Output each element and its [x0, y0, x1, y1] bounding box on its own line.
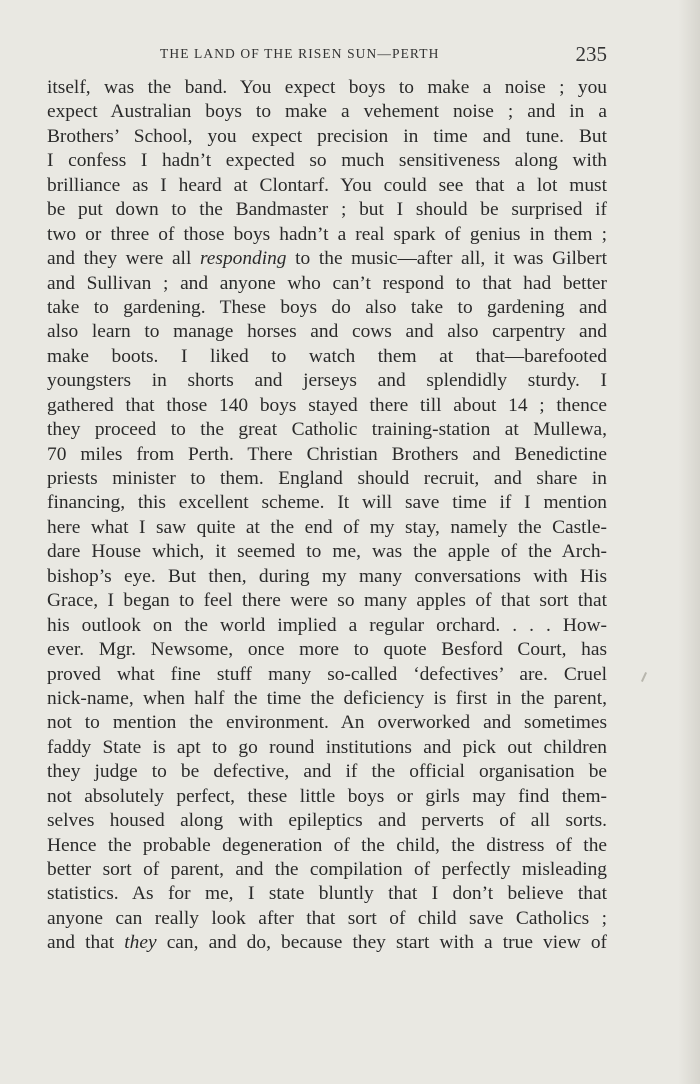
running-title: THE LAND OF THE RISEN SUN—PERTH: [160, 46, 440, 61]
text-line: make boots. I liked to watch them at that—barefooted: [47, 345, 607, 367]
text-line: priests minister to them. England should recruit, and share in: [47, 468, 607, 489]
running-head: [47, 44, 607, 68]
text-line: two or three of those boys hadn’t a real spark of genius in them ;: [47, 223, 607, 245]
text-line: itself, was the band. You expect boys to make a noise ; you: [47, 77, 607, 98]
text-line: also learn to manage horses and cows and also carpentry and: [47, 321, 607, 343]
text-line: proved what fine stuff many so-called ‘defectives’ are. Cruel: [47, 663, 607, 685]
text-span: to the music—after all, it was Gilbert: [286, 248, 608, 270]
text-line: nick-name, when half the time the deficiency is first in the parent,: [47, 687, 607, 709]
paper-speck: [641, 672, 647, 682]
text-line: statistics. As for me, I state bluntly that I don’t believe that: [47, 883, 607, 905]
text-line: Grace, I began to feel there were so many apples of that sort that: [47, 590, 607, 612]
text-line: 70 miles from Perth. There Christian Brothers and Benedictine: [47, 443, 607, 465]
text-line: his outlook on the world implied a regular orchard. . . . How-: [47, 614, 607, 636]
text-line: not to mention the environment. An overworked and sometimes: [47, 712, 607, 734]
text-line: youngsters in shorts and jerseys and splendidly sturdy. I: [47, 370, 607, 392]
text-line: not absolutely perfect, these little boys or girls may find them-: [47, 785, 607, 807]
page-number: 235: [575, 42, 607, 66]
text-line: expect Australian boys to make a vehement noise ; and in a: [47, 101, 607, 123]
text-line: selves housed along with epileptics and perverts of all sorts.: [47, 810, 607, 832]
text-line: Hence the probable degeneration of the child, the distress of the: [47, 834, 607, 856]
text-line: they proceed to the great Catholic training-station at Mullewa,: [47, 419, 607, 441]
text-line: bishop’s eye. But then, during my many conversations with His: [47, 565, 607, 587]
text-line: and Sullivan ; and anyone who can’t respond to that had better: [47, 272, 607, 294]
text-line: they judge to be defective, and if the official organisation be: [47, 761, 607, 783]
text-line: faddy State is apt to go round institutions and pick out children: [47, 736, 607, 758]
text-line: ever. Mgr. Newsome, once more to quote Besford Court, has: [47, 639, 607, 661]
text-span: can, and do, because they start with a true view of: [156, 932, 607, 954]
text-line: [47, 247, 607, 271]
text-span: and that: [47, 932, 125, 954]
text-line: I confess I hadn’t expected so much sensitiveness along with: [47, 150, 607, 172]
text-line: anyone can really look after that sort of child save Catholics ;: [47, 907, 607, 929]
text-line: gathered that those 140 boys stayed there till about 14 ; thence: [47, 394, 607, 416]
text-line: here what I saw quite at the end of my stay, namely the Castle-: [47, 516, 607, 538]
text-line: [47, 931, 607, 955]
page-edge-shadow: [678, 0, 700, 1084]
italic-emphasis: responding: [199, 248, 287, 270]
text-line: dare House which, it seemed to me, was the apple of the Arch-: [47, 541, 607, 563]
italic-emphasis: they: [124, 932, 157, 954]
text-line: brilliance as I heard at Clontarf. You could see that a lot must: [47, 174, 607, 196]
body-text: [47, 76, 607, 956]
text-line: financing, this excellent scheme. It will save time if I mention: [47, 492, 607, 514]
text-line: take to gardening. These boys do also take to gardening and: [47, 296, 607, 318]
text-line: better sort of parent, and the compilation of perfectly misleading: [47, 859, 607, 880]
text-line: be put down to the Bandmaster ; but I should be surprised if: [47, 199, 607, 221]
text-span: and they were all: [47, 248, 200, 270]
text-line: Brothers’ School, you expect precision in time and tune. But: [47, 125, 607, 147]
